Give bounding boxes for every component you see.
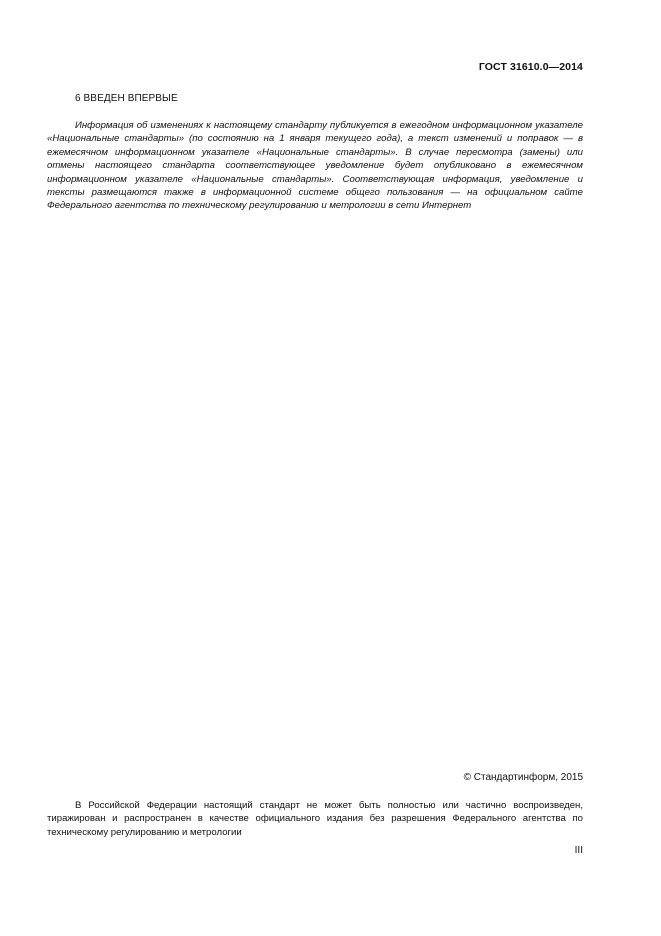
section-item-introduced: 6 ВВЕДЕН ВПЕРВЫЕ [75, 93, 178, 104]
change-information-block [47, 119, 583, 213]
copyright-notice: © Стандартинформ, 2015 [463, 772, 583, 783]
page-number: III [574, 845, 583, 856]
document-code-header: ГОСТ 31610.0—2014 [478, 61, 583, 73]
change-information-paragraph: Информация об изменениях к настоящему стандарту публикуется в ежегодном информационном указателе «Национальные стандарты» (по состоянию на 1 января текущего года), а текст изменений и поправок — в ежемесячном информационном указателе «Национальные стандарты». В случае пересмотра (замены) или отмены настоящего стандарта соответствующее уведомление будет опубликовано в ежемесячном информационном указателе «Национальные стандарты». Соответствующая информация, уведомление и тексты размещаются также в информационной системе общего пользования — на официальном сайте Федерального агентства по техническому регулированию и метрологии в сети Интернет [47, 120, 583, 212]
legal-notice-block [47, 799, 583, 839]
legal-notice-paragraph: В Российской Федерации настоящий стандарт не может быть полностью или частично воспроизведен, тиражирован и распространен в качестве официального издания без разрешения Федерального агентства по техническому регулированию и метрологии [47, 800, 583, 838]
